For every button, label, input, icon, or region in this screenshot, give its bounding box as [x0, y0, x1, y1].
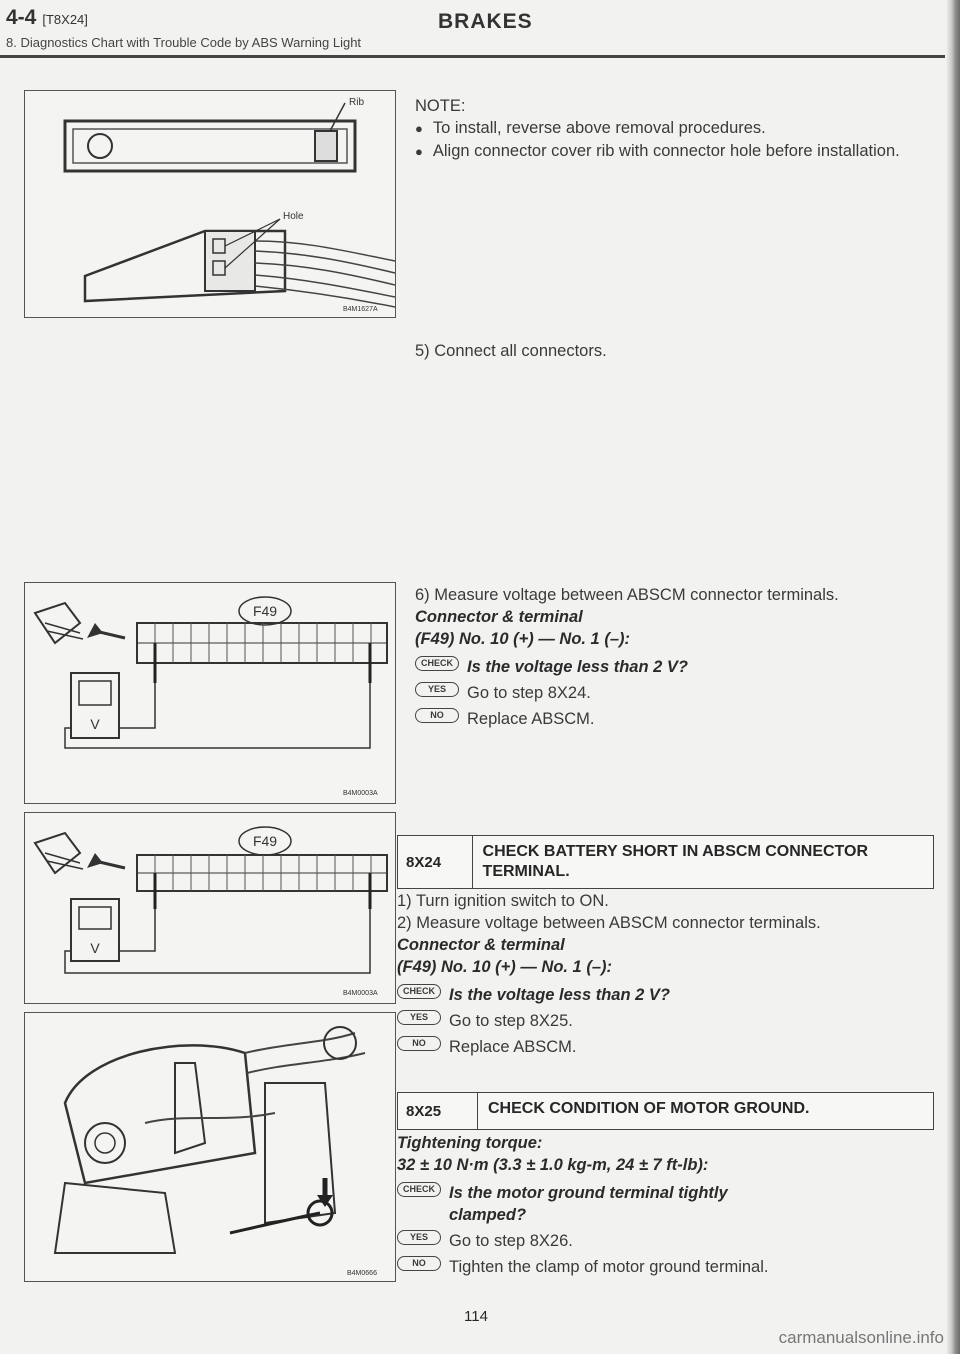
figure-id: B4M1627A — [343, 306, 378, 313]
step-6-check: Is the voltage less than 2 V? — [467, 658, 688, 676]
step-8x25-check: Is the motor ground terminal tightly clamped? — [449, 1184, 728, 1224]
yes-marker: YES — [397, 1010, 441, 1025]
meter-label: V — [90, 940, 100, 956]
note-heading: NOTE: — [415, 97, 466, 115]
step-8x24-line1: 1) Turn ignition switch to ON. — [397, 892, 609, 910]
page-title: BRAKES — [438, 10, 533, 33]
connector-label: F49 — [252, 603, 278, 619]
step-8x24-body — [397, 890, 937, 1058]
step-8x24-header — [397, 835, 934, 889]
figure-id: B4M0003A — [343, 990, 378, 997]
step-8x24-connector-label: Connector & terminal — [397, 936, 565, 954]
step-8x25-body — [397, 1132, 937, 1278]
step-8x24-connector-value: (F49) No. 10 (+) — No. 1 (–): — [397, 958, 612, 976]
step-6-intro: 6) Measure voltage between ABSCM connector terminals. — [415, 586, 839, 604]
page-edge-shadow — [946, 0, 960, 1354]
step-8x25-no: Tighten the clamp of motor ground terminal. — [449, 1258, 769, 1276]
check-marker: CHECK — [415, 656, 459, 671]
header-rule — [0, 55, 945, 58]
step-8x24-check: Is the voltage less than 2 V? — [449, 986, 670, 1004]
figure-motor-ground — [24, 1012, 396, 1282]
meter-label: V — [90, 716, 100, 732]
step-6-block — [415, 584, 940, 730]
step-6-no: Replace ABSCM. — [467, 710, 595, 728]
section-code: 4-4 [T8X24] — [6, 6, 88, 29]
step-5-text: 5) Connect all connectors. — [415, 342, 607, 360]
figure-connector-cover — [24, 90, 396, 318]
rib-label: Rib — [349, 97, 365, 108]
yes-marker: YES — [415, 682, 459, 697]
hole-label: Hole — [283, 211, 304, 222]
step-6-connector-label: Connector & terminal — [415, 608, 583, 626]
note-item: ● To install, reverse above removal procedures. — [415, 117, 935, 140]
check-marker: CHECK — [397, 1182, 441, 1197]
figure-id: B4M0666 — [347, 1270, 377, 1277]
check-marker: CHECK — [397, 984, 441, 999]
step-8x24-line2: 2) Measure voltage between ABSCM connector terminals. — [397, 914, 821, 932]
figure-voltage-measure-1 — [24, 582, 396, 804]
note-block — [415, 95, 935, 163]
step-number: 8X25 — [398, 1093, 478, 1129]
connector-label: F49 — [252, 833, 278, 849]
step-8x25-header — [397, 1092, 934, 1130]
torque-label: Tightening torque: — [397, 1134, 543, 1152]
no-marker: NO — [397, 1256, 441, 1271]
step-number: 8X24 — [398, 836, 473, 888]
page-subtitle: 8. Diagnostics Chart with Trouble Code by ABS Warning Light — [6, 35, 362, 50]
step-8x25-yes: Go to step 8X26. — [449, 1232, 573, 1250]
figure-voltage-measure-2 — [24, 812, 396, 1004]
step-8x24-yes: Go to step 8X25. — [449, 1012, 573, 1030]
step-8x24-no: Replace ABSCM. — [449, 1038, 577, 1056]
step-6-yes: Go to step 8X24. — [467, 684, 591, 702]
step-title: CHECK BATTERY SHORT IN ABSCM CONNECTOR TERMINAL. — [482, 843, 869, 880]
note-item: ● Align connector cover rib with connector hole before installation. — [415, 140, 935, 163]
no-marker: NO — [415, 708, 459, 723]
figure-id: B4M0003A — [343, 790, 378, 797]
page-number: 114 — [464, 1308, 488, 1325]
watermark-text: carmanualsonline.info — [778, 1328, 944, 1347]
step-title: CHECK CONDITION OF MOTOR GROUND. — [488, 1100, 810, 1117]
step-6-connector-value: (F49) No. 10 (+) — No. 1 (–): — [415, 630, 630, 648]
torque-value: 32 ± 10 N·m (3.3 ± 1.0 kg-m, 24 ± 7 ft-lb): — [397, 1156, 709, 1174]
yes-marker: YES — [397, 1230, 441, 1245]
no-marker: NO — [397, 1036, 441, 1051]
